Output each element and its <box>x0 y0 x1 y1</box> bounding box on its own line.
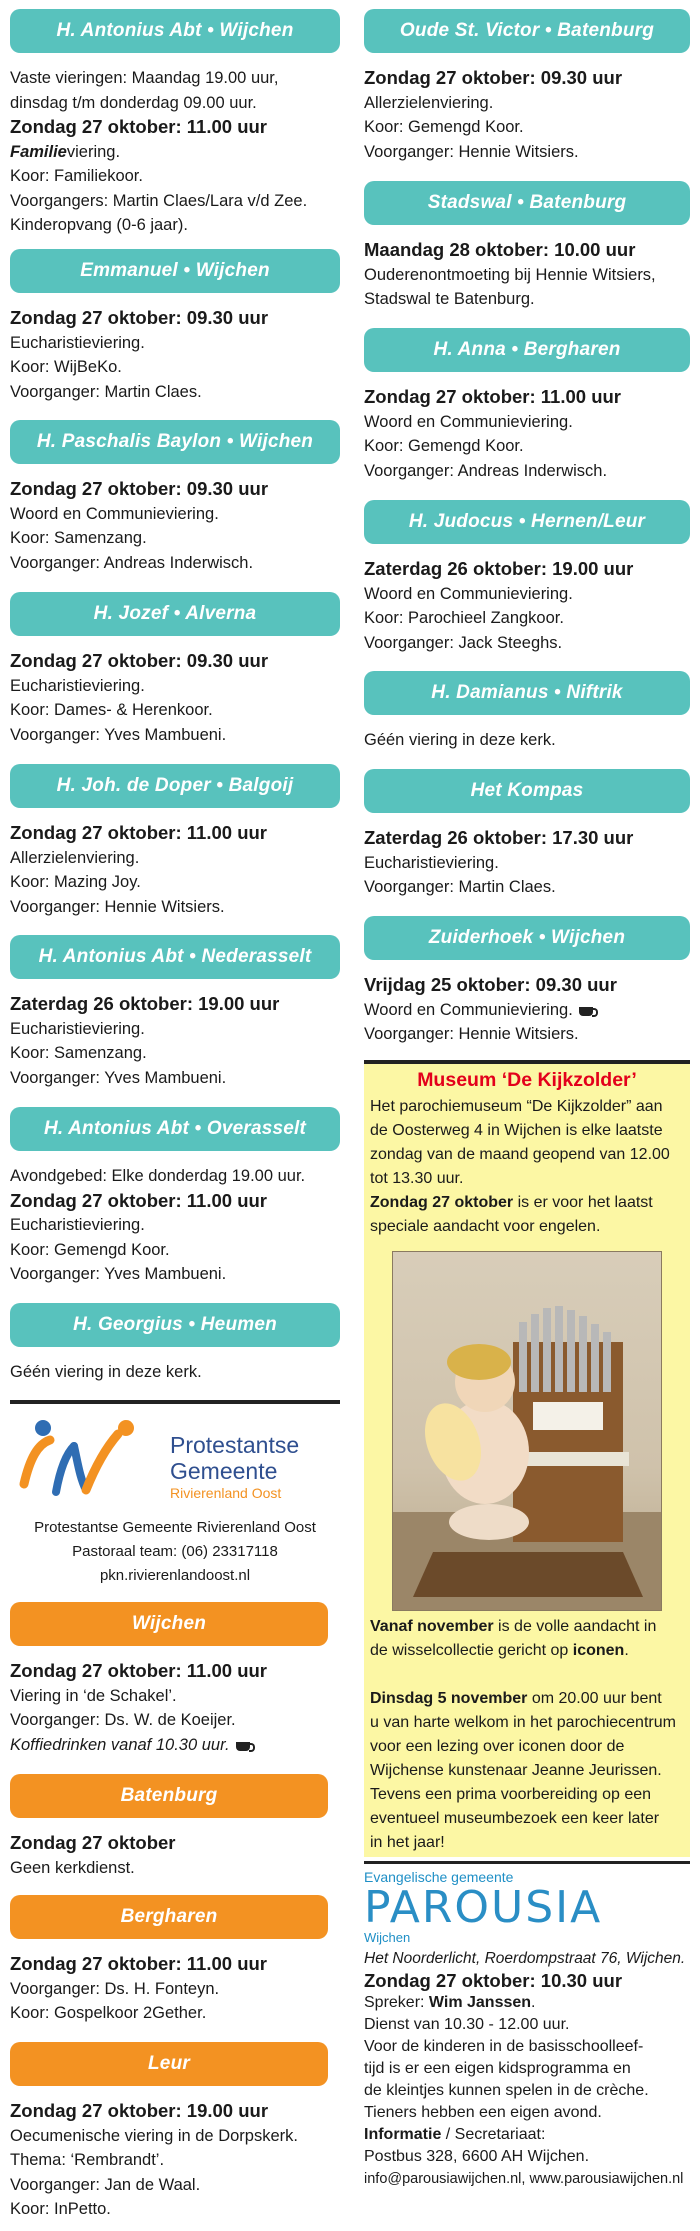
service-date: Zondag 27 oktober: 10.30 uur <box>364 1970 623 1991</box>
museum-line: Het parochiemuseum “De Kijkzolder” aan <box>370 1097 663 1115</box>
info-line: Voorganger: Yves Mambueni. <box>10 1068 227 1087</box>
familie-rest: viering. <box>66 142 121 161</box>
museum-bold: Vanaf november <box>370 1617 494 1635</box>
info-line: Voorganger: Hennie Witsiers. <box>364 1025 579 1043</box>
coffee-note: Koffiedrinken vanaf 10.30 uur. <box>10 1735 230 1754</box>
service-date: Zaterdag 26 oktober: 19.00 uur <box>364 558 634 579</box>
museum-bold: Dinsdag 5 november <box>370 1689 528 1707</box>
section-header: Emmanuel • Wijchen <box>10 249 340 293</box>
info-line: Voorganger: Jan de Waal. <box>10 2175 201 2194</box>
section-header: Oude St. Victor • Batenburg <box>364 9 690 53</box>
service-date: Zondag 27 oktober: 11.00 uur <box>10 116 268 137</box>
info-line <box>364 2124 690 2146</box>
pgro-logo-text <box>170 1432 299 1502</box>
section-pkn-leur <box>10 2042 340 2222</box>
museum-line <box>370 1687 684 1711</box>
section-header: Wijchen <box>10 1602 328 1646</box>
info-line: Voorganger: Andreas Inderwisch. <box>364 461 608 480</box>
section-emmanuel-wijchen <box>10 249 340 404</box>
info-line: Eucharistieviering. <box>364 853 499 872</box>
parousia-tag: Evangelische gemeente <box>364 1869 514 1885</box>
service-date: Zondag 27 oktober: 09.30 uur <box>364 67 623 88</box>
info-line: Koor: Samenzang. <box>10 529 147 547</box>
info-line <box>364 998 690 1023</box>
info-line: Allerzielenviering. <box>364 93 494 112</box>
section-joh-balgoij <box>10 764 340 919</box>
museum-line <box>370 1191 684 1215</box>
divider <box>364 1861 690 1864</box>
section-zuiderhoek-wijchen <box>364 916 690 1047</box>
service-date: Zondag 27 oktober: 11.00 uur <box>10 1953 268 1974</box>
service-date: Zondag 27 oktober: 09.30 uur <box>10 650 269 671</box>
museum-line: zondag van de maand geopend van 12.00 <box>370 1145 670 1163</box>
protestant-site: pkn.rivierenlandoost.nl <box>99 1567 251 1584</box>
section-victor-batenburg <box>364 9 690 164</box>
museum-line <box>370 1615 684 1639</box>
info-line: Koor: Dames- & Herenkoor. <box>10 701 213 719</box>
info-line: Voorganger: Andreas Inderwisch. <box>10 553 254 572</box>
familie-bold: Familie <box>10 142 67 161</box>
service-date: Zondag 27 oktober: 09.30 uur <box>10 478 269 499</box>
info-line: Kinderopvang (0-6 jaar). <box>10 216 188 234</box>
museum-text: is er voor het laatst <box>513 1193 653 1211</box>
coffee-icon <box>579 1007 593 1016</box>
info-line: tijd is er een eigen kidsprogramma en <box>364 2060 631 2077</box>
info-line: Voorganger: Ds. W. de Koeijer. <box>10 1711 236 1729</box>
info-line: Eucharistieviering. <box>10 1019 145 1038</box>
speaker-name: Wim Janssen <box>428 1994 532 2011</box>
info-line: Woord en Communieviering. <box>364 584 573 603</box>
info-line <box>10 1733 340 1758</box>
section-header: H. Antonius Abt • Wijchen <box>10 9 340 53</box>
info-line: dinsdag t/m donderdag 09.00 uur. <box>10 93 257 112</box>
pgro-logo-icon <box>16 1414 156 1504</box>
info-bold: Informatie <box>364 2126 442 2143</box>
museum-line <box>370 1639 684 1663</box>
info-line: Koor: WijBeKo. <box>10 358 122 376</box>
info-line: Voorganger: Hennie Witsiers. <box>364 142 579 161</box>
info-line: Koor: Samenzang. <box>10 1044 147 1062</box>
info-line: Oecumenische viering in de Dorpskerk. <box>10 2126 298 2145</box>
info-line: Koor: Gospelkoor 2Gether. <box>10 2004 207 2022</box>
info-line: Voor de kinderen in de basisschoolleef- <box>364 2038 644 2055</box>
service-date: Maandag 28 oktober: 10.00 uur <box>364 239 636 260</box>
info-line: Koor: Gemengd Koor. <box>364 437 524 455</box>
section-judocus-hernen <box>364 500 690 655</box>
museum-text: is de volle aandacht in <box>493 1617 657 1635</box>
museum-text: . <box>624 1641 629 1659</box>
section-header: H. Jozef • Alverna <box>10 592 340 636</box>
info-line: Tieners hebben een eigen avond. <box>364 2104 602 2121</box>
info-rest: / Secretariaat: <box>441 2126 546 2143</box>
info-line: Géén viering in deze kerk. <box>364 731 556 749</box>
section-antonius-overasselt <box>10 1107 340 1287</box>
logo-line: Rivierenland Oost <box>170 1485 282 1501</box>
protestant-phone: Pastoraal team: (06) 23317118 <box>72 1543 278 1560</box>
museum-line: speciale aandacht voor engelen. <box>370 1217 601 1235</box>
info-line: Géén viering in deze kerk. <box>10 1363 202 1381</box>
info-line: Viering in ‘de Schakel’. <box>10 1686 177 1705</box>
section-header: H. Antonius Abt • Nederasselt <box>10 935 340 979</box>
section-antonius-nederasselt <box>10 935 340 1090</box>
info-line: Allerzielenviering. <box>10 848 140 867</box>
contact-line: info@parousiawijchen.nl, www.parousiawijchen.nl <box>364 2171 684 2187</box>
section-anna-bergharen <box>364 328 690 483</box>
section-paschalis-wijchen <box>10 420 340 575</box>
section-header: Batenburg <box>10 1774 328 1818</box>
museum-line: eventueel museumbezoek een keer later <box>370 1809 660 1827</box>
info-line: Thema: ‘Rembrandt’. <box>10 2151 165 2169</box>
section-header: H. Anna • Bergharen <box>364 328 690 372</box>
section-jozef-alverna <box>10 592 340 747</box>
info-line: Koor: Gemengd Koor. <box>364 118 524 136</box>
section-stadswal-batenburg <box>364 181 690 312</box>
info-line: Voorganger: Yves Mambueni. <box>10 1265 227 1283</box>
info-line: Voorganger: Hennie Witsiers. <box>10 897 225 916</box>
section-pkn-wijchen <box>10 1602 340 1757</box>
info-line: Voorganger: Ds. H. Fonteyn. <box>10 1979 220 1998</box>
museum-text: om 20.00 uur bent <box>527 1689 662 1707</box>
info-line: Koor: Mazing Joy. <box>10 873 141 891</box>
speaker-end: . <box>531 1994 536 2011</box>
section-antonius-wijchen <box>10 9 340 238</box>
info-line: Koor: Gemengd Koor. <box>10 1240 170 1259</box>
speaker-line <box>364 1992 690 2014</box>
museum-line: de Oosterweg 4 in Wijchen is elke laatste <box>370 1121 663 1139</box>
info-line: Vaste vieringen: Maandag 19.00 uur, <box>10 69 279 87</box>
info-line: Koor: Parochieel Zangkoor. <box>364 609 564 627</box>
parousia-address: Het Noorderlicht, Roerdompstraat 76, Wijchen. <box>364 1950 686 1967</box>
museum-line: Wijchense kunstenaar Jeanne Jeurissen. <box>370 1761 662 1779</box>
service-date: Vrijdag 25 oktober: 09.30 uur <box>364 974 617 995</box>
info-line: Woord en Communieviering. <box>10 504 219 523</box>
museum-title: Museum ‘De Kijkzolder’ <box>417 1069 637 1091</box>
section-header: H. Joh. de Doper • Balgoij <box>10 764 340 808</box>
section-georgius-heumen <box>10 1303 340 1385</box>
section-header: Leur <box>10 2042 328 2086</box>
service-date: Zondag 27 oktober: 11.00 uur <box>10 1189 268 1211</box>
section-header: H. Judocus • Hernen/Leur <box>364 500 690 544</box>
section-pkn-bergharen <box>10 1895 340 2026</box>
info-line: Voorgangers: Martin Claes/Lara v/d Zee. <box>10 191 308 210</box>
protestant-name: Protestantse Gemeente Rivierenland Oost <box>34 1519 316 1536</box>
info-line: Avondgebed: Elke donderdag 19.00 uur. <box>10 1167 306 1185</box>
museum-line: in het jaar! <box>370 1833 445 1851</box>
info-line: Voorganger: Martin Claes. <box>10 382 202 401</box>
info-line: Dienst van 10.30 - 12.00 uur. <box>364 2016 570 2033</box>
info-line: Koor: InPetto. <box>10 2200 111 2218</box>
service-date: Zondag 27 oktober: 09.30 uur <box>10 307 269 328</box>
info-line: Eucharistieviering. <box>10 1216 145 1234</box>
service-date: Zondag 27 oktober: 11.00 uur <box>10 1660 268 1681</box>
section-header: H. Georgius • Heumen <box>10 1303 340 1347</box>
service-date: Zondag 27 oktober: 11.00 uur <box>364 386 622 407</box>
logo-line: Protestantse <box>170 1432 300 1458</box>
service-date: Zondag 27 oktober <box>10 1832 176 1853</box>
museum-bold: iconen <box>572 1641 625 1659</box>
info-line: Voorganger: Martin Claes. <box>364 878 556 896</box>
section-header: H. Paschalis Baylon • Wijchen <box>10 420 340 464</box>
info-line: Stadswal te Batenburg. <box>364 290 535 308</box>
museum-line: Tevens een prima voorbereiding op een <box>370 1785 652 1803</box>
museum-box <box>364 1060 690 1857</box>
section-het-kompas <box>364 769 690 900</box>
service-date: Zondag 27 oktober: 11.00 uur <box>10 822 268 843</box>
section-header: Bergharen <box>10 1895 328 1939</box>
speaker-label: Spreker: <box>364 1994 429 2011</box>
service-date: Zondag 27 oktober: 19.00 uur <box>10 2100 269 2121</box>
section-header: Stadswal • Batenburg <box>364 181 690 225</box>
protestant-block <box>10 1410 340 1586</box>
info-line: Eucharistieviering. <box>10 333 145 352</box>
service-date: Zaterdag 26 oktober: 17.30 uur <box>364 827 634 848</box>
service-date: Zaterdag 26 oktober: 19.00 uur <box>10 993 280 1014</box>
info-line: Voorganger: Yves Mambueni. <box>10 725 227 744</box>
info-line: Eucharistieviering. <box>10 676 145 695</box>
section-header: Zuiderhoek • Wijchen <box>364 916 690 960</box>
parousia-logo: PAROUSIA <box>364 1882 603 1933</box>
parousia-block <box>364 1868 690 2190</box>
info-line: Postbus 328, 6600 AH Wijchen. <box>364 2148 590 2165</box>
info-line: Koor: Familiekoor. <box>10 167 143 185</box>
museum-line: u van harte welkom in het parochiecentrum <box>370 1713 676 1731</box>
museum-bold: Zondag 27 oktober <box>370 1193 514 1211</box>
info-line: Ouderenontmoeting bij Hennie Witsiers, <box>364 265 656 284</box>
section-header: H. Damianus • Niftrik <box>364 671 690 715</box>
info-text: Woord en Communieviering. <box>364 1000 573 1019</box>
logo-line: Gemeente <box>170 1458 278 1484</box>
section-header: Het Kompas <box>364 769 690 813</box>
angel-figurine-icon <box>393 1252 661 1610</box>
info-line: Geen kerkdienst. <box>10 1858 135 1877</box>
museum-line: tot 13.30 uur. <box>370 1169 464 1187</box>
info-line: de kleintjes kunnen spelen in de crèche. <box>364 2082 649 2099</box>
section-pkn-batenburg <box>10 1774 340 1880</box>
coffee-icon <box>236 1742 250 1751</box>
museum-text: de wisselcollectie gericht op <box>370 1641 573 1659</box>
divider <box>10 1400 340 1404</box>
info-line: Voorganger: Jack Steeghs. <box>364 633 563 652</box>
museum-line: voor een lezing over iconen door de <box>370 1737 625 1755</box>
angel-organ-photo <box>392 1251 662 1611</box>
parousia-city: Wijchen <box>364 1930 411 1945</box>
section-header: H. Antonius Abt • Overasselt <box>10 1107 340 1151</box>
info-line: Woord en Communieviering. <box>364 412 573 431</box>
section-damianus-niftrik <box>364 671 690 753</box>
info-line <box>10 140 340 165</box>
